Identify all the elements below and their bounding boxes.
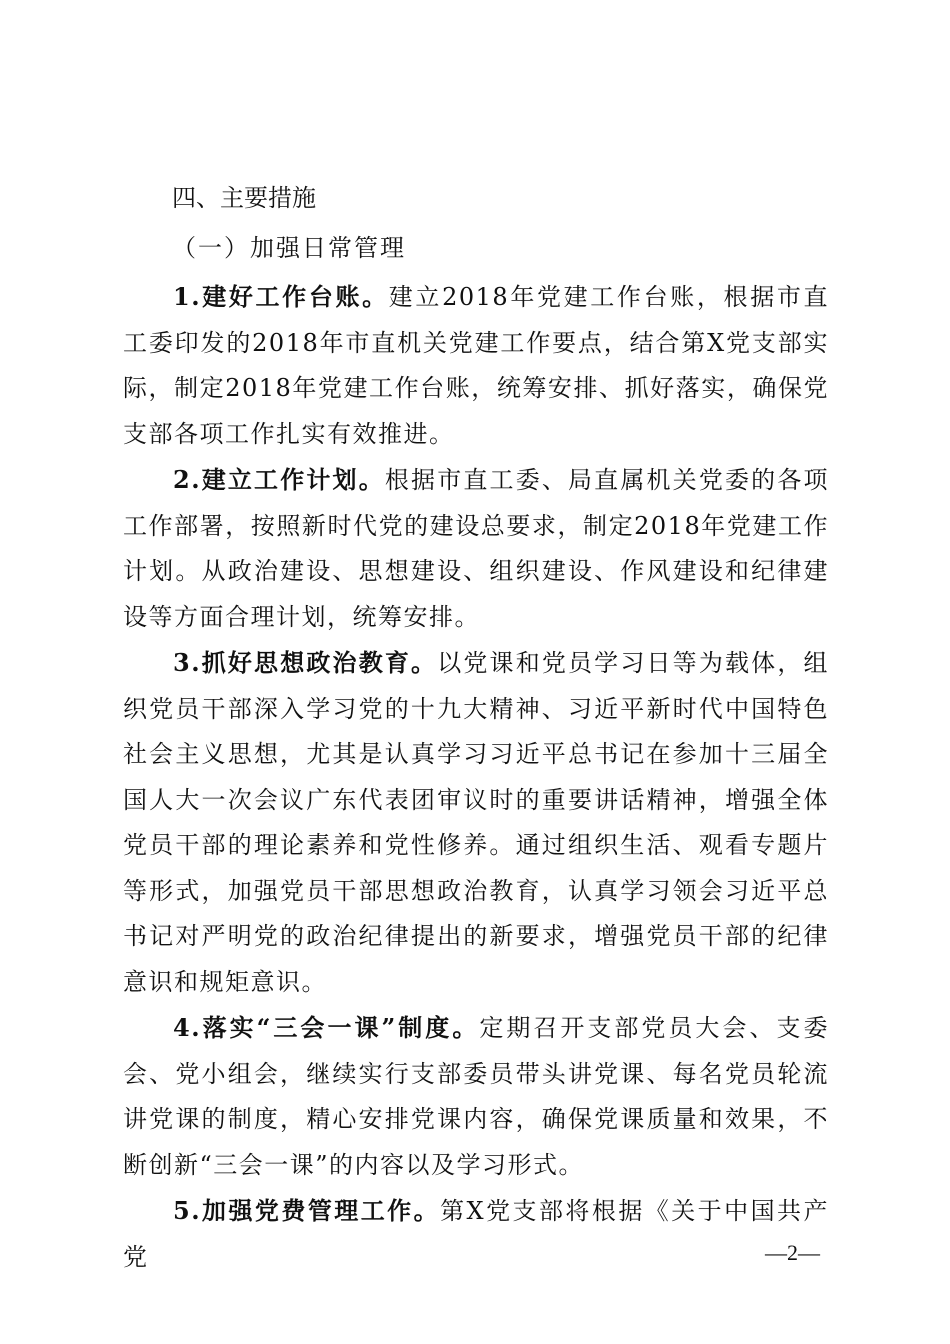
paragraph-item-1 bbox=[123, 274, 829, 457]
paragraph-lead: 3.抓好思想政治教育。 bbox=[173, 648, 438, 677]
paragraph-item-5 bbox=[123, 1188, 829, 1280]
subsection-heading: （一）加强日常管理 bbox=[172, 234, 406, 262]
paragraph-text: 第X党支部将根据《关于中国共产党 bbox=[123, 1197, 829, 1271]
paragraph-text: 以党课和党员学习日等为载体，组织党员干部深入学习党的十九大精神、习近平新时代中国特色社会主义思想，尤其是认真学习习近平总书记在参加十三届全国人大一次会议广东代表团审议时的重要讲话精神，增强全体党员干部的理论素养和党性修养。通过组织生活、观看专题片等形式，加强党员干部思想政治教育，认真学习领会习近平总书记对严明党的政治纪律提出的新要求，增强党员干部的纪律意识和规矩意识。 bbox=[123, 649, 829, 996]
paragraph-lead: 4.落实“三会一课”制度。 bbox=[173, 1013, 480, 1042]
paragraph-lead: 2.建立工作计划。 bbox=[173, 465, 385, 494]
paragraph-lead: 1.建好工作台账。 bbox=[173, 282, 389, 311]
page-number: —2— bbox=[765, 1240, 820, 1265]
paragraph-item-3 bbox=[123, 640, 829, 1005]
paragraph-text: 根据市直工委、局直属机关党委的各项工作部署，按照新时代党的建设总要求，制定2018年党建工作计划。从政治建设、思想建设、组织建设、作风建设和纪律建设等方面合理计划，统筹安排。 bbox=[123, 466, 829, 631]
paragraph-lead: 5.加强党费管理工作。 bbox=[173, 1196, 441, 1225]
document-body bbox=[123, 176, 829, 1280]
paragraph-text: 定期召开支部党员大会、支委会、党小组会，继续实行支部委员带头讲党课、每名党员轮流讲党课的制度，精心安排党课内容，确保党课质量和效果，不断创新“三会一课”的内容以及学习形式。 bbox=[123, 1014, 829, 1179]
paragraph-item-4 bbox=[123, 1005, 829, 1188]
section-heading: 四、主要措施 bbox=[172, 184, 316, 212]
paragraph-text: 建立2018年党建工作台账，根据市直工委印发的2018年市直机关党建工作要点，结合第X党支部实际，制定2018年党建工作台账，统筹安排、抓好落实，确保党支部各项工作扎实有效推进。 bbox=[123, 283, 829, 448]
paragraph-item-2 bbox=[123, 457, 829, 640]
